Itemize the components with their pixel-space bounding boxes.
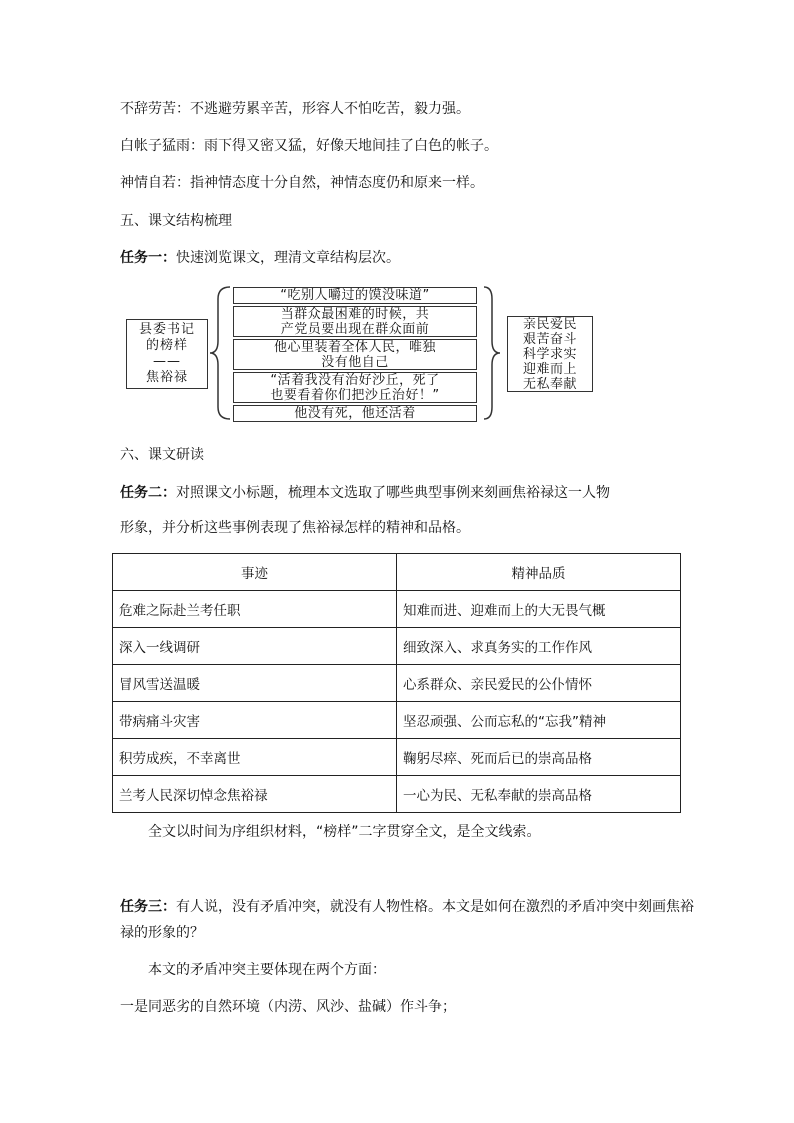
task-1-label: 任务一： (120, 250, 176, 266)
task-3-line-1 (120, 898, 694, 916)
diagram-item-text: “活着我没有治好沙丘，死了 (270, 372, 440, 388)
task-3-text: 有人说，没有矛盾冲突，就没有人物性格。本文是如何在激烈的矛盾冲突中刻画焦裕 (176, 899, 694, 915)
table-row (113, 665, 681, 702)
left-brace (210, 287, 230, 419)
conflict-one: 一是同恶劣的自然环境（内涝、风沙、盐碱）作斗争； (120, 999, 456, 1015)
table-header-deed: 事迹 (113, 554, 397, 591)
diagram-item-text: 他心里装着全体人民，唯独 (273, 339, 436, 355)
vocab-term: 不辞劳苦 (120, 101, 176, 117)
task-2-label: 任务二： (120, 485, 176, 501)
diagram-item-1 (233, 287, 477, 304)
vocab-def: ：雨下得又密又猛，好像天地间挂了白色的帐子。 (190, 138, 498, 154)
task-2-text: 对照课文小标题，梳理本文选取了哪些典型事例来刻画焦裕禄这一人物 (176, 485, 610, 501)
diagram-quality: 亲民爱民 (522, 316, 577, 332)
diagram-title-line: —— (153, 354, 181, 369)
diagram-item-text: 产党员要出现在群众面前 (280, 321, 430, 337)
table-cell-quality: 知难而进、迎难而上的大无畏气概 (397, 591, 681, 628)
deeds-table (112, 553, 681, 813)
vocab-line-1 (120, 100, 470, 118)
vocab-term: 神情自若 (120, 175, 176, 191)
table-cell-deed: 深入一线调研 (113, 628, 397, 665)
task-3-label: 任务三： (120, 899, 176, 915)
diagram-item-3 (233, 339, 477, 370)
diagram-title-box (126, 319, 208, 389)
table-row (113, 702, 681, 739)
diagram-item-text: 也要看着你们把沙丘治好！” (270, 387, 440, 403)
table-cell-deed: 危难之际赴兰考任职 (113, 591, 397, 628)
diagram-title-line: 焦裕禄 (145, 370, 188, 385)
vocab-line-3 (120, 174, 484, 192)
diagram-quality: 迎难而上 (522, 361, 577, 377)
right-brace (484, 287, 500, 419)
table-row (113, 628, 681, 665)
table-row (113, 776, 681, 813)
table-header-quality: 精神品质 (397, 554, 681, 591)
diagram-item-4 (233, 372, 477, 403)
table-cell-quality: 坚忍顽强、公而忘私的“忘我”精神 (397, 702, 681, 739)
task-1-text: 快速浏览课文，理清文章结构层次。 (176, 250, 400, 266)
diagram-item-text: 没有他自己 (321, 354, 389, 370)
diagram-quality: 科学求实 (522, 346, 577, 362)
task-2-line-2: 形象，并分析这些事例表现了焦裕禄怎样的精神和品格。 (120, 520, 470, 536)
diagram-item-5 (233, 405, 477, 422)
diagram-title-line: 县委书记 (138, 322, 195, 337)
section-6-heading: 六、课文研读 (120, 447, 204, 463)
table-cell-deed: 带病痛斗灾害 (113, 702, 397, 739)
vocab-def: ：不逃避劳累辛苦，形容人不怕吃苦，毅力强。 (176, 101, 470, 117)
summary-paragraph: 全文以时间为序组织材料，“榜样”二字贯穿全文，是全文线索。 (148, 824, 541, 840)
table-cell-deed: 兰考人民深切悼念焦裕禄 (113, 776, 397, 813)
vocab-term: 白帐子猛雨 (120, 138, 190, 154)
section-5-heading: 五、课文结构梳理 (120, 213, 232, 229)
diagram-item-text: 他没有死，他还活着 (294, 406, 416, 421)
table-cell-quality: 鞠躬尽瘁、死而后已的崇高品格 (397, 739, 681, 776)
task-1 (120, 249, 400, 267)
diagram-item-2 (233, 306, 477, 337)
vocab-def: ：指神情态度十分自然，神情态度仍和原来一样。 (176, 175, 484, 191)
table-row (113, 739, 681, 776)
diagram-title-line: 的榜样 (145, 338, 188, 353)
diagram-item-text: 当群众最困难的时候，共 (280, 306, 430, 322)
diagram-qualities-box (507, 316, 593, 392)
vocab-line-2 (120, 137, 498, 155)
table-header-row (113, 554, 681, 591)
task-3-line-2: 禄的形象的？ (120, 925, 204, 941)
table-cell-deed: 积劳成疾，不幸离世 (113, 739, 397, 776)
diagram-item-text: “吃别人嚼过的馍没味道” (280, 288, 430, 303)
table-cell-quality: 心系群众、亲民爱民的公仆情怀 (397, 665, 681, 702)
table-cell-deed: 冒风雪送温暖 (113, 665, 397, 702)
conflict-intro: 本文的矛盾冲突主要体现在两个方面： (148, 962, 386, 978)
table-cell-quality: 细致深入、求真务实的工作作风 (397, 628, 681, 665)
table-row (113, 591, 681, 628)
diagram-quality: 艰苦奋斗 (522, 331, 577, 347)
table-cell-quality: 一心为民、无私奉献的崇高品格 (397, 776, 681, 813)
task-2-line-1 (120, 484, 610, 502)
diagram-quality: 无私奉献 (522, 376, 577, 392)
